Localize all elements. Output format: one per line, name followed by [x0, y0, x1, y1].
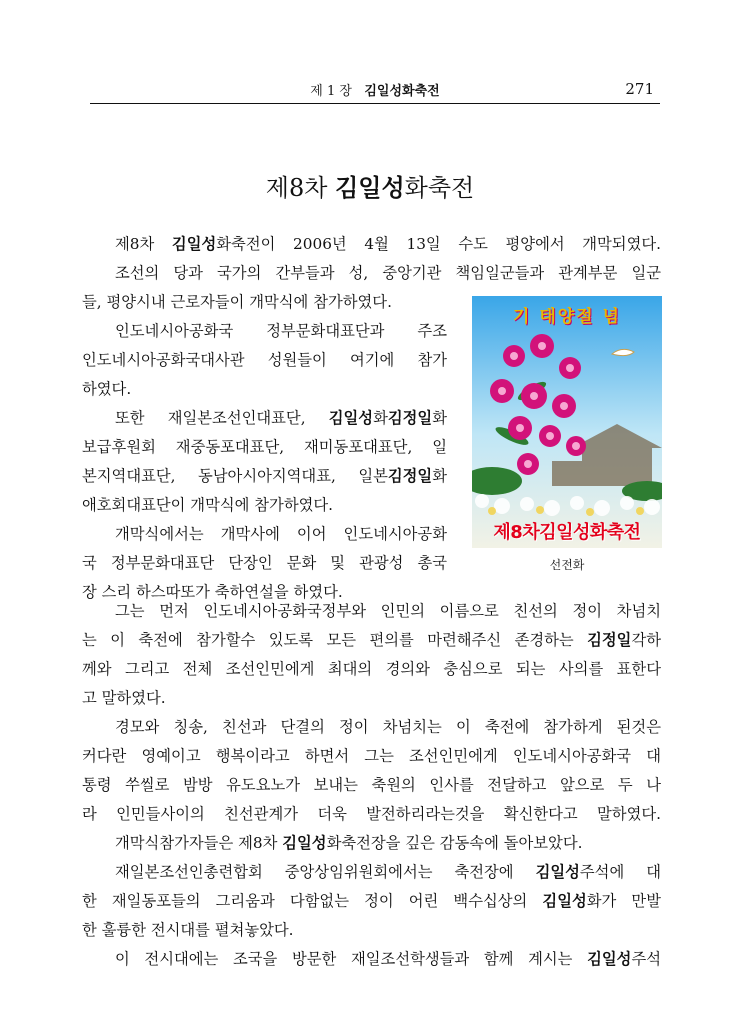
header-chapter-title: 김일성화축전	[364, 84, 440, 99]
article-title	[0, 168, 740, 203]
body-bold-name: 김일성	[542, 892, 587, 910]
body-line: 그는 먼저 인도네시아공화국정부와 인민의 이름으로 친선의 정이 차넘치	[115, 602, 661, 620]
body-bold-name: 김일성	[535, 863, 580, 881]
body-bold-name: 김일성	[171, 235, 217, 253]
body-line: 하였다.	[82, 380, 132, 398]
poster-top-text: 기 태양절 념	[513, 307, 621, 327]
body-bold-name: 김정일	[387, 409, 433, 427]
header-chapter-line	[90, 80, 660, 99]
body-line: 조선의 당과 국가의 간부들과 성, 중앙기관 책임일군들과 관계부문 일군	[115, 264, 661, 282]
poster-image	[472, 296, 662, 548]
body-line: 인도네시아공화국대사관 성원들이 여기에 참가	[82, 351, 447, 369]
title-bold: 김일성	[335, 174, 405, 202]
body-bold-name: 김정일	[387, 467, 433, 485]
page-number: 271	[625, 80, 654, 98]
body-line: 한 훌륭한 전시대를 펼쳐놓았다.	[82, 921, 294, 939]
body-line: 한 재일동포들의 그리움과 다함없는 정이 어린 백수십상의 김일성화가 만발	[82, 892, 661, 910]
body-bold-name: 김일성	[587, 950, 632, 968]
body-line: 통령 쑤씰로 밤방 유도요노가 보내는 축원의 인사를 전달하고 앞으로 두 나	[82, 776, 661, 794]
body-bold-name: 김일성	[328, 409, 374, 427]
body-line: 개막식에서는 개막사에 이어 인도네시아공화	[115, 525, 447, 543]
running-header	[90, 74, 660, 104]
poster-illustration	[472, 296, 662, 548]
body-line: 애호회대표단이 개막식에 참가하였다.	[82, 496, 334, 514]
body-line: 께와 그리고 전체 조선인민에게 최대의 경의와 충심으로 되는 사의를 표한다	[82, 660, 661, 678]
header-rule	[90, 103, 660, 104]
body-line: 고 말하였다.	[82, 689, 166, 707]
body-line: 경모와 칭송, 친선과 단결의 정이 차넘치는 이 축전에 참가하게 된것은	[115, 718, 661, 736]
body-line: 재일본조선인총련합회 중앙상임위원회에서는 축전장에 김일성주석에 대	[115, 863, 661, 881]
body-line: 개막식참가자들은 제8차 김일성화축전장을 깊은 감동속에 돌아보았다.	[115, 834, 583, 852]
poster-caption: 선전화	[549, 558, 585, 572]
body-line: 이 전시대에는 조국을 방문한 재일조선학생들과 함께 계시는 김일성주석	[115, 950, 661, 968]
body-line: 본지역대표단, 동남아시아지역대표, 일본김정일화	[82, 467, 447, 485]
body-line: 커다란 영예이고 행복이라고 하면서 그는 조선인민에게 인도네시아공화국 대	[82, 747, 661, 765]
title-suffix: 화축전	[404, 174, 475, 202]
body-line: 또한 재일본조선인대표단, 김일성화김정일화	[115, 409, 447, 427]
body-line: 국 정부문화대표단 단장인 문화 및 관광성 총국	[82, 554, 447, 572]
body-bold-name: 김일성	[282, 834, 327, 852]
header-chapter: 제 1 장	[310, 84, 352, 99]
body-line: 장 스리 하스따또가 축하연설을 하였다.	[82, 583, 343, 601]
body-line: 인도네시아공화국 정부문화대표단과 주조	[115, 322, 447, 340]
body-line: 들, 평양시내 근로자들이 개막식에 참가하였다.	[82, 293, 392, 311]
body-line: 보급후원회 재중동포대표단, 재미동포대표단, 일	[82, 438, 447, 456]
title-prefix: 제8차	[265, 174, 328, 202]
poster-bottom-text: 제8차김일성화축전	[493, 522, 641, 543]
body-line: 는 이 축전에 참가할수 있도록 모든 편의를 마련해주신 존경하는 김정일각하	[82, 631, 661, 649]
body-bold-name: 김정일	[587, 631, 632, 649]
body-line: 라 인민들사이의 친선관계가 더욱 발전하리라는것을 확신한다고 말하였다.	[82, 805, 661, 823]
body-line: 제8차 김일성화축전이 2006년 4월 13일 수도 평양에서 개막되였다.	[115, 235, 661, 253]
